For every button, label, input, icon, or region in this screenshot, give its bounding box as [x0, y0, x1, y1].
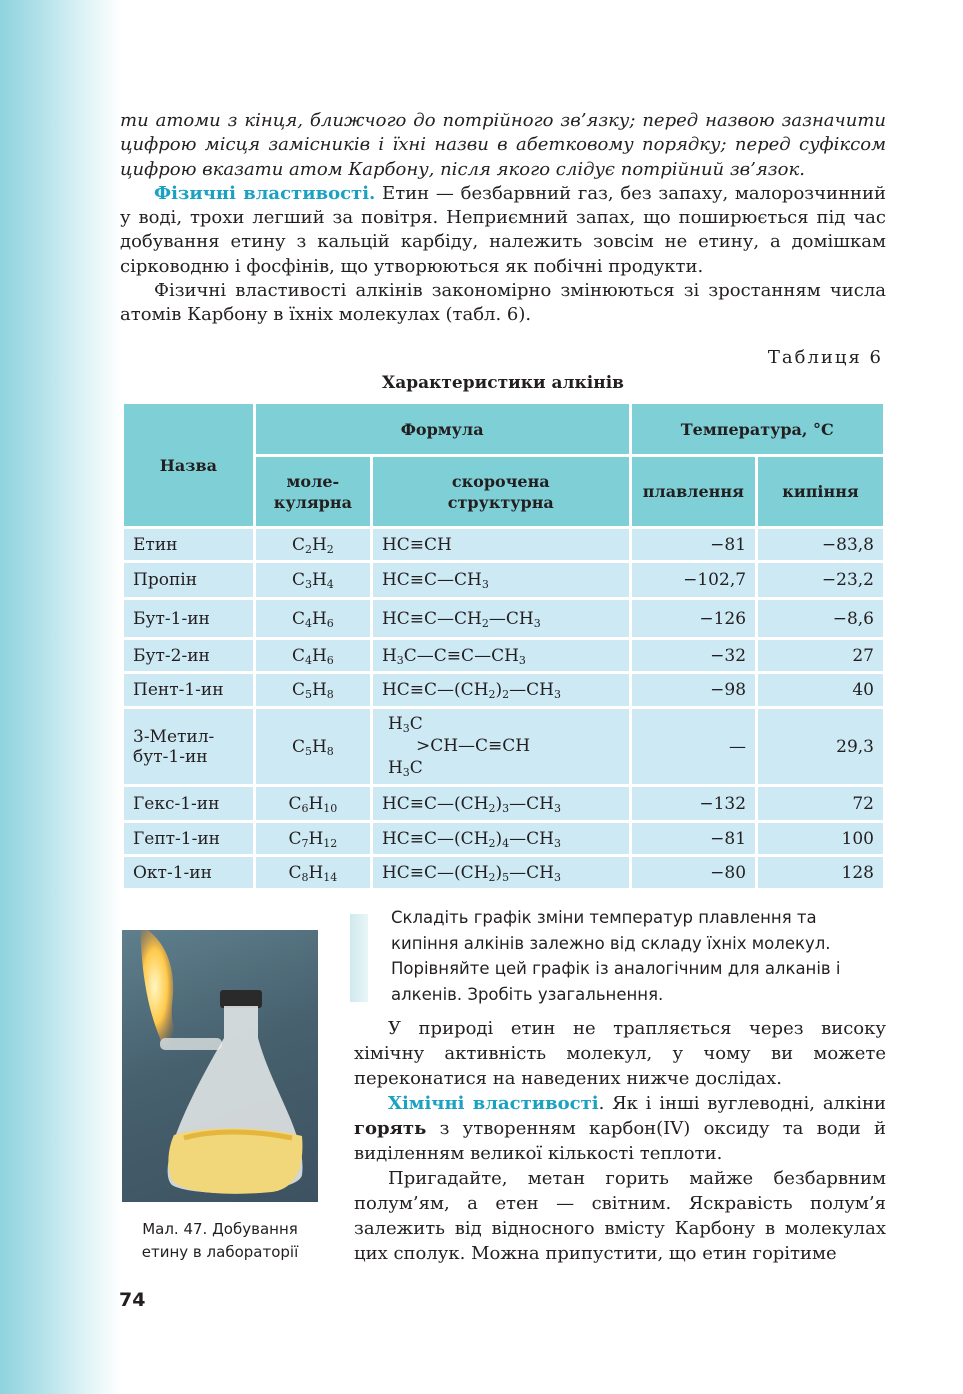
header-boiling: кипіння [757, 456, 885, 528]
intro-line2: ; перед назвою зазначити цифрою місця замісників і їхні назви в абетковому порядку; перед суфіксом цифрою вказати атом Карбону, після якого слідує потрійний зв’язок. [120, 110, 886, 180]
row-melting: −32 [630, 639, 756, 673]
table-row [123, 639, 885, 673]
row-structural-formula: $HC\equiv C—(CH_2)_2—CH_3$ [371, 673, 630, 708]
row-molecular-formula: $C_7H_{12}$ [254, 822, 371, 856]
row-boiling: −8,6 [757, 599, 885, 639]
row-name: Етин [123, 528, 255, 562]
table-row [123, 708, 885, 786]
chemical-text-bold: горять [354, 1118, 427, 1139]
row-boiling: 72 [757, 786, 885, 822]
row-boiling: −83,8 [757, 528, 885, 562]
table-row [123, 786, 885, 822]
row-molecular-formula: $C_4H_6$ [254, 639, 371, 673]
row-molecular-formula: $C_2H_2$ [254, 528, 371, 562]
intro-line1: ти атоми з кінця, ближчого до потрійного зв’язку [120, 110, 630, 131]
header-short-structural: скорочена структурна [371, 456, 630, 528]
physical-properties-text: Етин — безбарвний газ, без запаху, малорозчинний у воді, трохи легший за повітря. Неприємний запах, що поширюється під час добування етину з кальцій карбіду, належить зовсім не етину, а домішкам сірководню і фосфінів, що утворюються як побічні продукти. [120, 182, 886, 277]
row-structural-formula: HC≡CH [371, 528, 630, 562]
table-title: Характеристики алкінів [382, 373, 624, 393]
table-row [123, 673, 885, 708]
chemical-properties-heading: Хімічні властивості [388, 1093, 599, 1114]
flame-paragraph: Пригадайте, метан горить майже безбарвним полум’ям, а етен — світним. Яскравість полум’я залежить від відносного вмісту Карбону в молекулах цих сполук. Можна припустити, що етин горітиме [354, 1168, 886, 1264]
physical-properties-text2: Фізичні властивості алкінів закономірно змінюються зі зростанням числа атомів Карбону в їхніх молекулах (табл. 6). [120, 280, 886, 326]
page-edge-tint [0, 0, 122, 1394]
row-name: Гепт-1-ин [123, 822, 255, 856]
row-structural-formula: $HC\equiv C—(CH_2)_3—CH_3$ [371, 786, 630, 822]
task-box: Складіть графік зміни температур плавлення та кипіння алкінів залежно від складу їхніх молекул. Порівняйте цей графік із аналогічним для алканів і алкенів. Зробіть узагальнення. [391, 908, 841, 1004]
task-marker-bar [350, 914, 368, 1002]
row-molecular-formula: $C_3H_4$ [254, 562, 371, 599]
row-melting: −81 [630, 822, 756, 856]
header-temperature: Температура, °С [630, 403, 884, 456]
row-structural-formula: $H_3C—C\equiv C—CH_3$ [371, 639, 630, 673]
row-boiling: 27 [757, 639, 885, 673]
row-boiling: 100 [757, 822, 885, 856]
table-row [123, 528, 885, 562]
header-melting: плавлення [630, 456, 756, 528]
row-molecular-formula: $C_5H_8$ [254, 673, 371, 708]
row-molecular-formula: $C_5H_8$ [254, 708, 371, 786]
table-row [123, 599, 885, 639]
row-name: Бут-1-ин [123, 599, 255, 639]
page-number: 74 [119, 1289, 146, 1311]
row-molecular-formula: $C_4H_6$ [254, 599, 371, 639]
row-boiling: 40 [757, 673, 885, 708]
row-melting: −132 [630, 786, 756, 822]
figure-caption: Мал. 47. Добування етину в лабораторії [141, 1220, 299, 1261]
row-name: 3-Метил-бут-1-ин [123, 708, 255, 786]
physical-properties-heading: Фізичні властивості. [154, 182, 376, 204]
row-name: Окт-1-ин [123, 856, 255, 890]
row-melting: −102,7 [630, 562, 756, 599]
table-row [123, 822, 885, 856]
chemical-text-part1: . Як і інші вуглеводні, алкіни [598, 1093, 886, 1114]
row-boiling: 128 [757, 856, 885, 890]
row-structural-formula: $HC\equiv C—(CH_2)_4—CH_3$ [371, 822, 630, 856]
nature-paragraph: У природі етин не трапляється через високу хімічну активність молекул, у чому ви можете переконатися на наведених нижче дослідах. [354, 1018, 886, 1089]
flask-flame-illustration [122, 930, 318, 1202]
row-structural-formula: $HC\equiv C—(CH_2)_5—CH_3$ [371, 856, 630, 890]
alkynes-table [121, 401, 886, 891]
row-name: Бут-2-ин [123, 639, 255, 673]
row-boiling: −23,2 [757, 562, 885, 599]
table-row [123, 562, 885, 599]
row-molecular-formula: $C_6H_{10}$ [254, 786, 371, 822]
row-name: Пропін [123, 562, 255, 599]
table-row [123, 856, 885, 890]
row-melting: −80 [630, 856, 756, 890]
chemical-properties-paragraph [354, 1091, 886, 1166]
chemical-text-part2: з утворенням карбон(IV) оксиду та води й виділенням великої кількості теплоти. [354, 1118, 886, 1164]
row-melting: −98 [630, 673, 756, 708]
table-label: Таблиця 6 [767, 347, 883, 368]
row-structural-formula: $HC\equiv C—CH_3$ [371, 562, 630, 599]
row-melting: — [630, 708, 756, 786]
row-structural-formula: $H_3C$ >CH—C≡CH $H_3C$ [371, 708, 630, 786]
row-structural-formula: $HC\equiv C—CH_2—CH_3$ [371, 599, 630, 639]
figure-47-photo [122, 930, 318, 1202]
header-formula: Формула [254, 403, 630, 456]
row-name: Гекс-1-ин [123, 786, 255, 822]
row-melting: −126 [630, 599, 756, 639]
row-melting: −81 [630, 528, 756, 562]
header-name: Назва [123, 403, 255, 528]
physical-properties-paragraph [120, 182, 886, 279]
right-column-text [354, 1016, 886, 1266]
row-name: Пент-1-ин [123, 673, 255, 708]
row-molecular-formula: $C_8H_{14}$ [254, 856, 371, 890]
intro-paragraph [120, 109, 886, 328]
header-molecular: моле-кулярна [254, 456, 371, 528]
row-boiling: 29,3 [757, 708, 885, 786]
